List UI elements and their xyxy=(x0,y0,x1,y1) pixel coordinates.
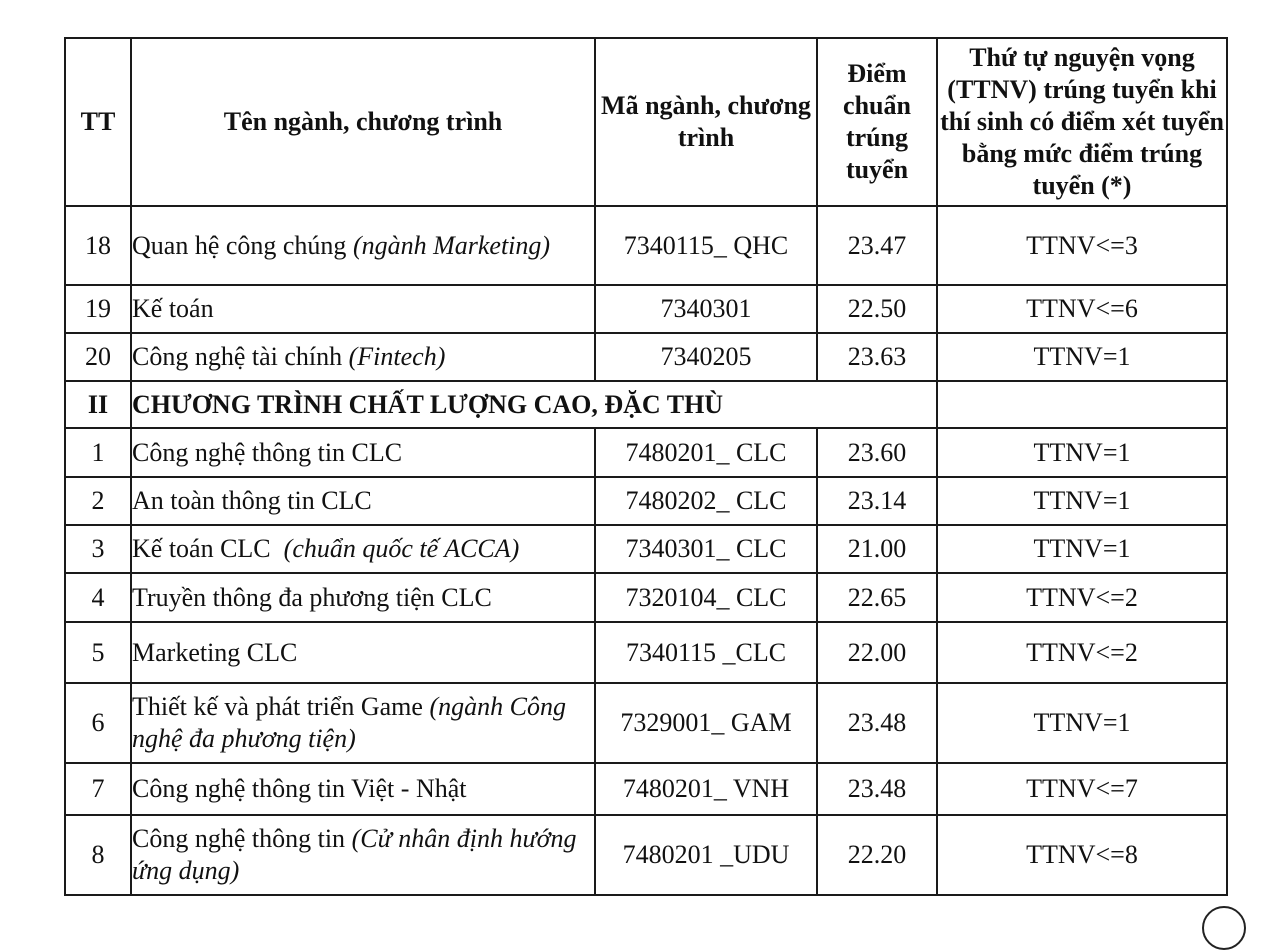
admission-score-table xyxy=(64,37,1228,896)
row-tt: 19 xyxy=(65,285,131,333)
section-tt: II xyxy=(65,381,131,428)
row-ttnv: TTNV=1 xyxy=(937,683,1227,763)
row-cutoff-score: 22.20 xyxy=(817,815,937,895)
program-name-note: (ngành Marketing) xyxy=(352,230,551,260)
table-row xyxy=(65,285,1227,333)
row-program-code: 7340115_ QHC xyxy=(595,206,817,285)
row-program-name xyxy=(131,333,595,381)
row-tt: 5 xyxy=(65,622,131,683)
row-program-code: 7340301 xyxy=(595,285,817,333)
row-tt: 3 xyxy=(65,525,131,573)
row-program-name xyxy=(131,525,595,573)
row-ttnv: TTNV=1 xyxy=(937,525,1227,573)
row-ttnv: TTNV<=2 xyxy=(937,573,1227,622)
row-tt: 1 xyxy=(65,428,131,477)
row-program-code: 7480201_ VNH xyxy=(595,763,817,815)
row-tt: 4 xyxy=(65,573,131,622)
header-tt: TT xyxy=(65,38,131,206)
section-row xyxy=(65,381,1227,428)
row-program-code: 7329001_ GAM xyxy=(595,683,817,763)
program-name-text: Truyền thông đa phương tiện CLC xyxy=(132,582,492,612)
row-cutoff-score: 21.00 xyxy=(817,525,937,573)
table-row xyxy=(65,206,1227,285)
row-ttnv: TTNV<=6 xyxy=(937,285,1227,333)
row-program-name xyxy=(131,206,595,285)
row-program-code: 7340115 _CLC xyxy=(595,622,817,683)
table-row xyxy=(65,477,1227,525)
row-program-name xyxy=(131,573,595,622)
row-cutoff-score: 23.48 xyxy=(817,683,937,763)
table-row xyxy=(65,428,1227,477)
program-name-text: Marketing CLC xyxy=(132,637,298,667)
header-program-name: Tên ngành, chương trình xyxy=(131,38,595,206)
row-program-name xyxy=(131,285,595,333)
program-name-note: (chuẩn quốc tế ACCA) xyxy=(283,534,520,563)
row-ttnv: TTNV=1 xyxy=(937,333,1227,381)
header-program-code: Mã ngành, chương trình xyxy=(595,38,817,206)
table-row xyxy=(65,763,1227,815)
row-ttnv: TTNV<=8 xyxy=(937,815,1227,895)
program-name-text: Kế toán xyxy=(132,294,214,323)
row-ttnv: TTNV=1 xyxy=(937,477,1227,525)
row-program-code: 7320104_ CLC xyxy=(595,573,817,622)
row-program-code: 7340301_ CLC xyxy=(595,525,817,573)
row-cutoff-score: 23.47 xyxy=(817,206,937,285)
program-name-text: Quan hệ công chúng xyxy=(132,230,353,260)
table-row xyxy=(65,573,1227,622)
row-program-name xyxy=(131,683,595,763)
row-ttnv: TTNV<=3 xyxy=(937,206,1227,285)
program-name-text: Công nghệ thông tin xyxy=(132,824,352,853)
row-tt: 2 xyxy=(65,477,131,525)
row-cutoff-score: 22.00 xyxy=(817,622,937,683)
table-row xyxy=(65,333,1227,381)
row-program-code: 7480202_ CLC xyxy=(595,477,817,525)
row-program-code: 7480201 _UDU xyxy=(595,815,817,895)
table-row xyxy=(65,622,1227,683)
section-empty-cell xyxy=(937,381,1227,428)
program-name-text: Kế toán CLC xyxy=(132,534,284,563)
table-row xyxy=(65,525,1227,573)
row-tt: 18 xyxy=(65,206,131,285)
program-name-note: (Fintech) xyxy=(348,342,446,371)
row-tt: 7 xyxy=(65,763,131,815)
section-title: CHƯƠNG TRÌNH CHẤT LƯỢNG CAO, ĐẶC THÙ xyxy=(131,381,937,428)
row-tt: 8 xyxy=(65,815,131,895)
program-name-text: Công nghệ thông tin CLC xyxy=(132,437,403,467)
row-ttnv: TTNV<=7 xyxy=(937,763,1227,815)
program-name-note: (ngành Công nghệ đa phương tiện) xyxy=(132,692,566,753)
row-tt: 20 xyxy=(65,333,131,381)
header-cutoff-score: Điểm chuẩn trúng tuyển xyxy=(817,38,937,206)
program-name-text: An toàn thông tin CLC xyxy=(132,486,372,515)
program-name-text: Thiết kế và phát triển Game xyxy=(132,692,430,721)
program-name-note: (Cử nhân định hướng ứng dụng) xyxy=(132,824,577,885)
table-row xyxy=(65,683,1227,763)
row-ttnv: TTNV<=2 xyxy=(937,622,1227,683)
row-cutoff-score: 23.14 xyxy=(817,477,937,525)
row-program-name xyxy=(131,622,595,683)
row-cutoff-score: 23.63 xyxy=(817,333,937,381)
row-tt: 6 xyxy=(65,683,131,763)
row-cutoff-score: 22.65 xyxy=(817,573,937,622)
row-ttnv: TTNV=1 xyxy=(937,428,1227,477)
program-name-text: Công nghệ thông tin Việt - Nhật xyxy=(132,774,467,803)
row-cutoff-score: 22.50 xyxy=(817,285,937,333)
page-corner-circle-icon xyxy=(1202,906,1246,950)
program-name-text: Công nghệ tài chính xyxy=(132,342,349,371)
row-program-code: 7340205 xyxy=(595,333,817,381)
table-row xyxy=(65,815,1227,895)
row-cutoff-score: 23.48 xyxy=(817,763,937,815)
row-program-code: 7480201_ CLC xyxy=(595,428,817,477)
row-program-name xyxy=(131,815,595,895)
row-program-name xyxy=(131,763,595,815)
row-program-name xyxy=(131,428,595,477)
table-header-row xyxy=(65,38,1227,206)
row-program-name xyxy=(131,477,595,525)
header-ttnv: Thứ tự nguyện vọng (TTNV) trúng tuyển khi thí sinh có điểm xét tuyển bằng mức điểm trúng tuyển (*) xyxy=(937,38,1227,206)
row-cutoff-score: 23.60 xyxy=(817,428,937,477)
